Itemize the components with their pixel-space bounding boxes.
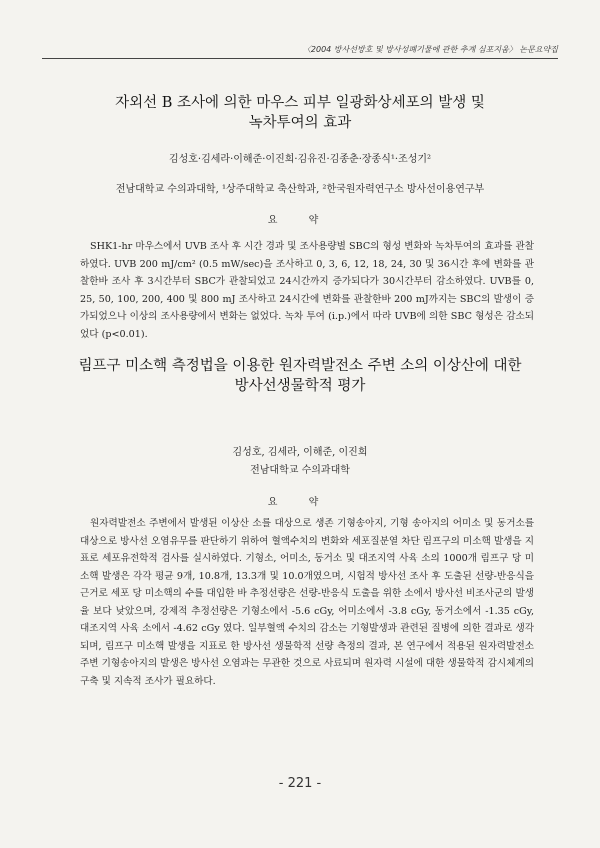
paper1-abstract-heading: 요 약: [267, 215, 333, 226]
paper2-abstract: 원자력발전소 주변에서 발생된 이상산 소를 대상으로 생존 기형송아지, 기형 송아지의 어미소 및 동거소를 대상으로 방사선 오염유무를 판단하기 위하여 혈액수치의 변화와 세포질분열 차단 림프구의 미소핵 발생을 지표로 세포유전학적 검사를 실시하였다. 기형소, 어미소, 동거소 및 대조지역 사육 소의 1000개 림프구 당 미소핵 발생은 각각 평균 9개, 10.8개, 13.3개 및 10.0개였으며, 시험적 방사선 조사 후 도출된 선량-반응식을 근거로 세포 당 미소핵의 수를 대입한 바 추정선량은 선량-반응식 도출을 위한 소에서 방사선 비조사군의 발생율 보다 낮았으며, 강제적 추정선량은 기형소에서 -5.6 cGy, 어미소에서 -3.8 cGy, 동거소에서 -1.35 cGy, 대조지역 사육 소에서 -4.62 cGy 였다. 일부혈액 수치의 감소는 기형발생과 관련된 질병에 의한 결과로 생각되며, 림프구 미소핵 발생을 지표로 한 방사선 생물학적 선량 측정의 결과, 본 연구에서 적용된 원자력발전소 주변 기형송아지의 발생은 방사선 오염과는 무관한 것으로 사료되며 원자력 시설에 대한 생물학적 감시체계의 구축 및 지속적 조사가 필요하다.: [80, 518, 534, 687]
paper2-title-line2: 방사선생물학적 평가: [234, 378, 366, 394]
paper1-affiliation: 전남대학교 수의과대학, ¹상주대학교 축산학과, ²한국원자력연구소 방사선이용연구부: [115, 184, 485, 195]
page-number: - 221 -: [278, 776, 322, 791]
paper2-abstract-heading: 요 약: [267, 497, 333, 508]
paper1-title-line2: 녹차투여의 효과: [248, 115, 352, 131]
paper1-title-line1: 자외선 B 조사에 의한 마우스 피부 일광화상세포의 발생 및: [115, 95, 485, 111]
running-header: 〈2004 방사선방호 및 방사성폐기물에 관한 추계 심포지움〉 논문요약집: [302, 45, 558, 54]
paper2-affiliation: 전남대학교 수의과대학: [250, 465, 350, 476]
paper2-authors: 김성호, 김세라, 이해준, 이진희: [232, 447, 368, 458]
paper2-title-line1: 림프구 미소핵 측정법을 이용한 원자력발전소 주변 소의 이상산에 대한: [78, 358, 522, 374]
paper1-title: [60, 93, 540, 133]
paper1-abstract: SHK1-hr 마우스에서 UVB 조사 후 시간 경과 및 조사용량별 SBC의 형성 변화와 녹차투여의 효과를 관찰하였다. UVB 200 mJ/cm² (0.5 mW/sec)을 조사하고 0, 3, 6, 12, 18, 24, 30 및 36시간 후에 변화를 관찰한바 조사 후 3시간부터 SBC가 관찰되었고 24시간까지 증가되다가 30시간부터 감소하였다. UVB를 0, 25, 50, 100, 200, 400 및 800 mJ 조사하고 24시간에 변화를 관찰한바 200 mJ까지는 SBC의 발생이 증가되었으나 이상의 조사용량에서 변화는 없었다. 녹차 투여 (i.p.)에서 따라 UVB에 의한 SBC 형성은 감소되었다 (p<0.01).: [80, 241, 534, 340]
header-rule: [42, 58, 558, 59]
paper2-title: [60, 356, 540, 396]
paper1-authors: 김성호·김세라·이해준·이진희·김유진·김종춘·장종식¹·조성기²: [168, 154, 432, 165]
